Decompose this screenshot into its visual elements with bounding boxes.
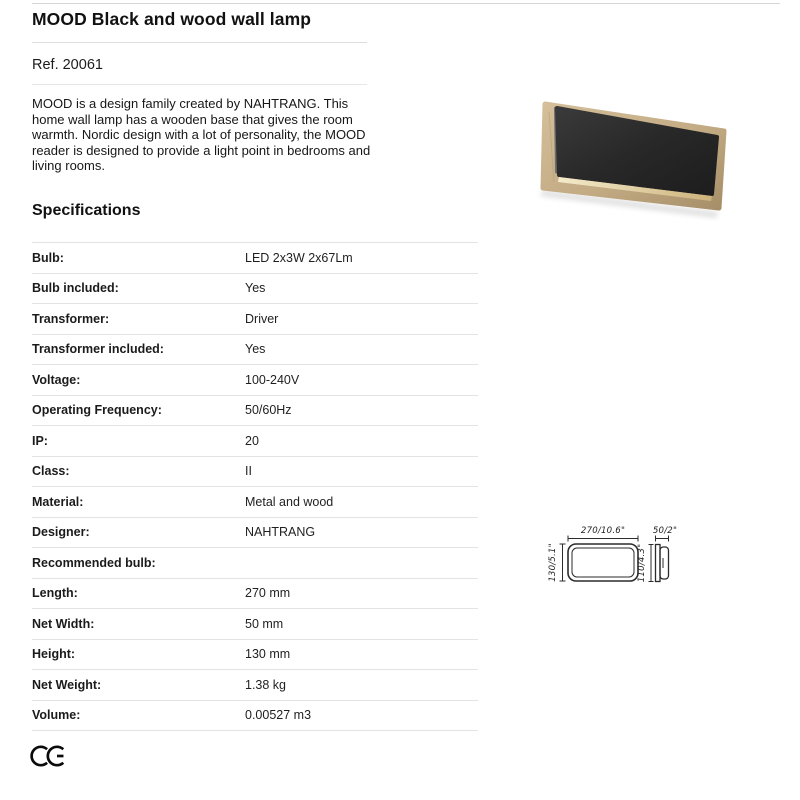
spec-row-ip (32, 426, 478, 457)
spec-row-net-weight (32, 670, 478, 701)
spec-row-height (32, 640, 478, 671)
side-height-label: 110/4.3" (637, 543, 647, 583)
spec-row-material (32, 487, 478, 518)
title-divider (32, 42, 367, 43)
spec-row-bulb (32, 243, 478, 274)
top-divider (32, 3, 780, 4)
side-view-plate (656, 545, 661, 582)
spec-row-volume (32, 701, 478, 732)
spec-row-class (32, 457, 478, 488)
ce-mark-icon (30, 743, 66, 769)
spec-label: Operating Frequency: (32, 403, 162, 418)
spec-value: Yes (245, 281, 266, 296)
spec-label: Bulb: (32, 250, 64, 265)
product-photo (530, 90, 740, 225)
spec-value: 130 mm (245, 647, 291, 662)
spec-row-recommended-bulb (32, 548, 478, 579)
spec-label: Net Width: (32, 616, 95, 631)
spec-label: Voltage: (32, 372, 81, 387)
spec-label: Bulb included: (32, 281, 119, 296)
spec-row-frequency (32, 396, 478, 427)
spec-row-designer (32, 518, 478, 549)
spec-label: Designer: (32, 525, 90, 540)
spec-label: Height: (32, 647, 76, 662)
spec-row-length (32, 579, 478, 610)
front-width-label: 270/10.6" (580, 526, 626, 536)
side-view-body (660, 547, 669, 579)
spec-table (32, 242, 478, 731)
front-view-outline (568, 544, 638, 581)
spec-value: LED 2x3W 2x67Lm (245, 250, 353, 265)
front-height-label: 130/5.1" (548, 543, 558, 582)
spec-label: Length: (32, 586, 78, 601)
spec-label: IP: (32, 433, 48, 448)
spec-label: Recommended bulb: (32, 555, 156, 570)
spec-value: NAHTRANG (245, 525, 316, 540)
spec-row-transformer (32, 304, 478, 335)
spec-label: Material: (32, 494, 84, 509)
spec-row-net-width (32, 609, 478, 640)
spec-value: 0.00527 m3 (245, 708, 312, 723)
spec-label: Volume: (32, 708, 81, 723)
spec-value: 20 (245, 433, 259, 448)
ref-divider (32, 84, 367, 85)
spec-value: Yes (245, 342, 266, 357)
spec-row-bulb-included (32, 274, 478, 305)
dimension-diagram (545, 513, 695, 615)
spec-label: Transformer included: (32, 342, 164, 357)
spec-value: 270 mm (245, 586, 291, 601)
spec-row-voltage (32, 365, 478, 396)
spec-value: 50/60Hz (245, 403, 292, 418)
page-title: MOOD Black and wood wall lamp (32, 9, 312, 29)
spec-label: Transformer: (32, 311, 110, 326)
product-ref: Ref. 20061 (32, 57, 103, 73)
side-width-label: 50/2" (652, 526, 678, 536)
spec-row-transformer-included (32, 335, 478, 366)
spec-value: 100-240V (245, 372, 300, 387)
spec-value: 50 mm (245, 616, 284, 631)
spec-value: II (245, 464, 252, 479)
spec-value: Metal and wood (245, 494, 334, 509)
spec-value: Driver (245, 311, 279, 326)
product-description: MOOD is a design family created by NAHTRANG. This home wall lamp has a wooden base that gives the room warmth. Nordic design with a lot of personality, the MOOD reader is designed to provide a light point in bedrooms and living rooms. (32, 96, 371, 174)
spec-value: 1.38 kg (245, 677, 287, 692)
spec-label: Class: (32, 464, 70, 479)
specifications-heading: Specifications (32, 202, 141, 219)
front-view-inner (572, 548, 634, 577)
spec-label: Net Weight: (32, 677, 102, 692)
